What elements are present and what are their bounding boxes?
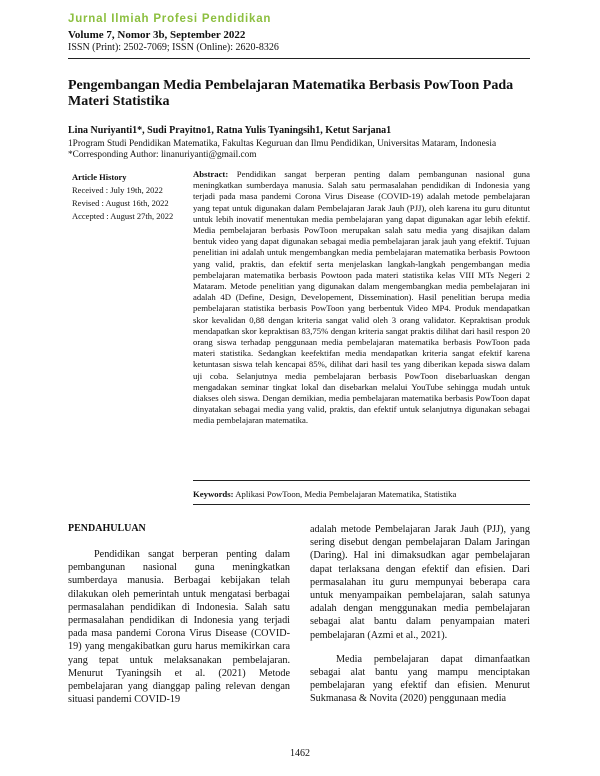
revised-date: Revised : August 16th, 2022 [72,198,169,208]
article-title: Pengembangan Media Pembelajaran Matematika Berbasis PowToon Pada Materi Statistika [68,78,514,109]
keywords-label: Keywords: [193,489,234,499]
left-column [68,548,290,706]
right-column [310,523,530,706]
journal-name: Jurnal Ilmiah Profesi Pendidikan [68,13,272,25]
keywords-bottom-divider [193,504,530,505]
volume-info: Volume 7, Nomor 3b, September 2022 [68,29,246,41]
keywords [193,489,530,499]
abstract-label: Abstract: [193,169,229,179]
paragraph: Media pembelajaran dapat dimanfaatkan sebagai alat bantu yang mampu menciptakan pembelajaran yang efektif dan efisien. Menurut Sukmanasa & Novita (2020) penggunaan media [310,653,530,705]
abstract [193,169,530,427]
header-divider [68,58,530,59]
affiliation: 1Program Studi Pendidikan Matematika, Fakultas Keguruan dan Ilmu Pendidikan, Universitas Mataram, Indonesia [68,139,497,149]
page-number: 1462 [290,748,310,759]
paragraph: adalah metode Pembelajaran Jarak Jauh (PJJ), yang sering disebut dengan pembelajaran Dalam Jaringan (Daring). Hal ini dimaksudkan agar pembelajaran dapat terlaksana dengan efektif dan efisien. Dari permasalahan itu guru mempunyai beberapa cara untuk menyampaikan pembelajaran, salah satunya adalah dengan menggunakan media pembelajaran sebagai alat bantu dalam penyampaian materi pembelajaran (Azmi et al., 2021). [310,524,530,641]
issn-info: ISSN (Print): 2502-7069; ISSN (Online): 2620-8326 [68,42,279,53]
section-heading: PENDAHULUAN [68,523,146,534]
accepted-date: Accepted : August 27th, 2022 [72,211,174,221]
author-list: Lina Nuriyanti1*, Sudi Prayitno1, Ratna Yulis Tyaningsih1, Ketut Sarjana1 [68,125,392,136]
paragraph: Pendidikan sangat berperan penting dalam pembangunan nasional guna meningkatkan sumberdaya manusia. Berbagai kebijakan telah dilakukan oleh pemerintah untuk mengatasi berbagai permasalahan pendidikan di Indonesia. Salah satu permasalahan pendidikan di Indonesia yang terjadi pada masa pandemi Corona Virus Disease (COVID-19) yang mengakibatkan guru harus memikirkan cara yang tepat untuk melaksanakan pembelajaran. Menurut Tyaningsih et al. (2021) Metode pembelajaran yang dianggap paling relevan dengan situasi pandemi COVID-19 [68,549,290,706]
abstract-text: Pendidikan sangat berperan penting dalam pembangunan nasional guna meningkatkan sumberdaya manusia. Salah satu permasalahan pendidikan di Indonesia yang terjadi pada masa pandemi Corona Virus Disease (COVID-19) adalah metode pembelajaran yang tepat untuk digunakan dalam Pembelajaran Jarak Jauh (PJJ), oleh karena itu guru dituntut untuk lebih inovatif menentukan media pembelajaran yang dapat digunakan agar lebih efektif. Media pembelajaran berbasis PowToon merupakan salah satu media yang disajikan dalam bentuk video yang dapat digunakan sebagai media pembelajaran jarak jauh yang efektif. Tujuan penelitian ini adalah untuk mengembangkan media pembelajaran matematika berbasis Powtoon yang valid, praktis, dan efektif serta menjelaskan langkah-langkah pengembangan media pembelajaran matematika berbasis Powtoon pada materi statistika kelas VIII MTs Negeri 2 Mataram. Metode penelitian yang digunakan dalam mengembangkan media pembelajaran ini adalah 4D (Define, Design, Developement, Dissemination). Hasil penelitian berupa media pembelajaran statistika berbasis PowToon yang berbentuk Video MP4. Produk mendapatkan skor kevalidan 0,88 dengan kriteria sangat valid oleh 3 orang validator. Kepraktisan produk mendapatkan skor kepraktisan 83,75% dengan kriteria sangat praktis dilihat dari hasil respon 20 orang siswa terhadap penggunaan media pembelajaran matematika berbasis PowToon pada materi statistika. Sedangkan keefektifan media mendapatkan kriteria sangat efektif karena ketuntasan siswa telah kencapai 85%, dilihat dari hasil tes yang diberikan kepada siswa dalam uji coba. Selanjutnya media pembelajaran berbasis PowToon disebarluaskan dengan mengadakan seminar tingkat lokal dan disebarkan melalui YouTube sehingga mudah untuk diakses oleh siswa. Dengan demikian, media pembelajaran matematika berbasis PowToon dapat dinyatakan sebagai media yang valid, praktis, dan efektif untuk selanjutnya digunakan sebagai media pembelajaran matematika. [193,169,530,426]
history-heading: Article History [72,172,127,182]
corresponding-author: *Corresponding Author: linanuriyanti@gmail.com [68,150,257,160]
keywords-top-divider [193,480,530,481]
received-date: Received : July 19th, 2022 [72,185,163,195]
article-history [72,171,190,223]
keywords-text: Aplikasi PowToon, Media Pembelajaran Matematika, Statistika [235,489,457,499]
